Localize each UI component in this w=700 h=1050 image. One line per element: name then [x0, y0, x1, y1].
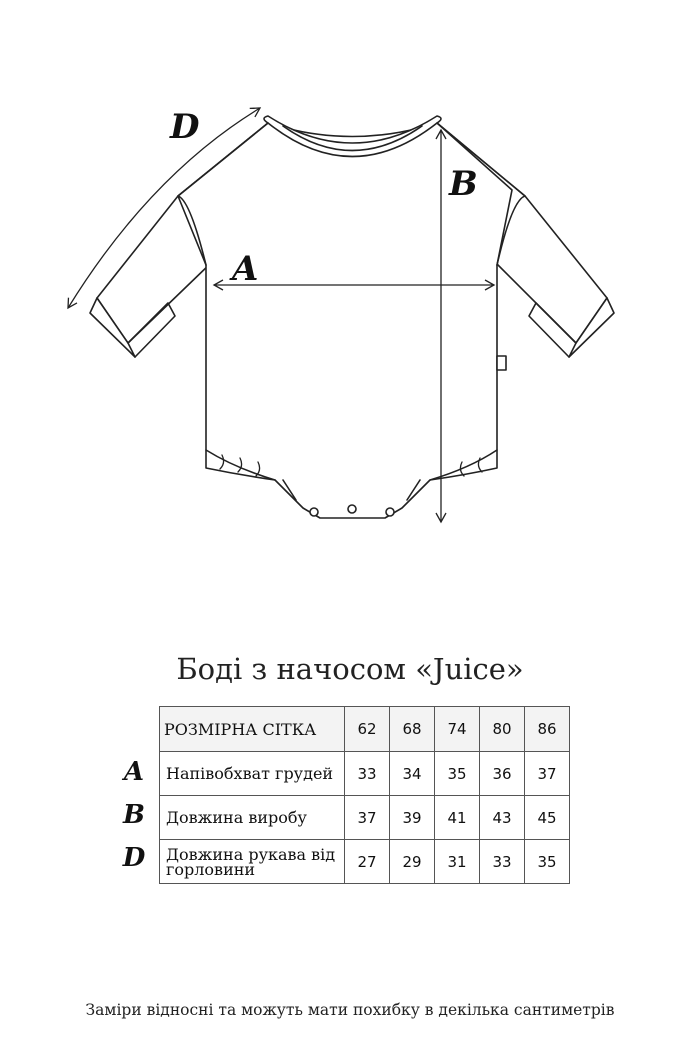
snap-button: [386, 508, 394, 516]
row-label: Довжина виробу: [160, 796, 345, 840]
snap-button: [348, 505, 356, 513]
table-cell: 39: [390, 796, 435, 840]
table-cell: 29: [390, 840, 435, 884]
size-header: 86: [525, 707, 570, 752]
table-row: [160, 796, 570, 840]
size-header: 80: [480, 707, 525, 752]
snap-button: [310, 508, 318, 516]
table-cell: 37: [345, 796, 390, 840]
size-header: 62: [345, 707, 390, 752]
table-cell: 31: [435, 840, 480, 884]
size-header: 74: [435, 707, 480, 752]
row-letter-d: D: [122, 843, 146, 873]
footnote: Заміри відносні та можуть мати похибку в декілька сантиметрів: [85, 1001, 615, 1019]
table-cell: 43: [480, 796, 525, 840]
table-cell: 41: [435, 796, 480, 840]
label-d: D: [170, 107, 200, 147]
size-table: [159, 706, 570, 884]
table-cell: 35: [525, 840, 570, 884]
row-letter-b: B: [123, 800, 145, 830]
label-b: B: [449, 164, 478, 204]
row-letter-a: A: [123, 757, 145, 787]
table-cell: 37: [525, 752, 570, 796]
row-label: Довжина рукава від горловини: [160, 840, 345, 884]
table-cell: 27: [345, 840, 390, 884]
side-tag: [497, 356, 506, 370]
table-cell: 34: [390, 752, 435, 796]
table-cell: 45: [525, 796, 570, 840]
table-row: [160, 752, 570, 796]
row-label: Напівобхват грудей: [160, 752, 345, 796]
table-cell: 33: [480, 840, 525, 884]
page-title: Боді з начосом «Juice»: [176, 652, 524, 686]
size-header: 68: [390, 707, 435, 752]
table-cell: 33: [345, 752, 390, 796]
table-row: [160, 840, 570, 884]
table-cell: 35: [435, 752, 480, 796]
table-cell: 36: [480, 752, 525, 796]
label-a: A: [232, 249, 259, 289]
table-header-row: [160, 707, 570, 752]
table-header-label: РОЗМІРНА СІТКА: [160, 707, 345, 752]
